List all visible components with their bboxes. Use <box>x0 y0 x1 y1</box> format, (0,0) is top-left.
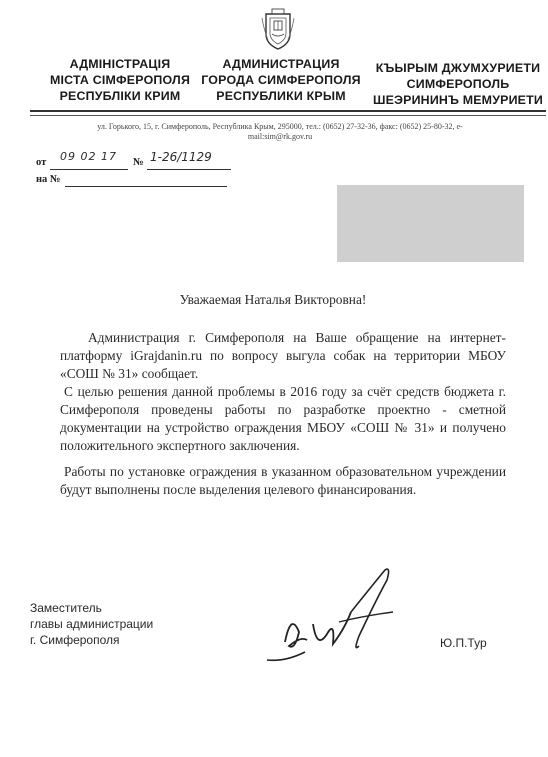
position-line2: главы администрации <box>30 617 154 631</box>
address-line1: ул. Горького, 15, г. Симферополь, Республика Крым, 295000, тел.: (0652) 27-32-36, факс: (0652) 25-80-32, e- <box>97 122 463 131</box>
reference-underline <box>65 186 227 187</box>
reference-label: на № <box>36 174 61 185</box>
date-label: от <box>36 157 47 168</box>
number-label: № <box>133 157 144 168</box>
header-crimean-tatar <box>372 60 544 108</box>
header-crh-line2: СИМФЕРОПОЛЬ <box>406 77 510 91</box>
handwritten-signature <box>255 562 415 672</box>
coat-of-arms-icon <box>258 8 298 52</box>
header-rule <box>30 110 546 112</box>
date-underline <box>50 169 128 170</box>
header-rus-line1: АДМИНИСТРАЦИЯ <box>222 57 340 71</box>
header-rus-line3: РЕСПУБЛИКИ КРЫМ <box>216 89 346 103</box>
paragraph-3: Работы по установке ограждения в указанном образовательном учреждении будут выполнены после выделения целевого финансирования. <box>60 464 506 497</box>
paragraph-1: Администрация г. Симферополя на Ваше обращение на интернет-платформу iGrajdanin.ru по вопросу выгула собак на территории МБОУ «СОШ № 31» сообщает. <box>60 330 506 381</box>
number-underline <box>147 169 231 170</box>
header-ukr-line2: МІСТА СІМФЕРОПОЛЯ <box>49 73 191 87</box>
header-ukr-line1: АДМІНІСТРАЦІЯ <box>69 57 171 71</box>
number-value: 1-26/1129 <box>150 150 212 164</box>
date-value: 09 02 17 <box>60 150 117 163</box>
signatory-name: Ю.П.Тур <box>440 636 487 650</box>
header-ukr-line3: РЕСПУБЛІКИ КРИМ <box>59 89 181 103</box>
header-crh-line1: КЪЫРЫМ ДЖУМХУРИЕТИ <box>375 61 541 75</box>
salutation: Уважаемая Наталья Викторовна! <box>179 292 367 307</box>
position-line3: г. Симферополя <box>30 633 120 647</box>
paragraph-2: С целью решения данной проблемы в 2016 году за счёт средств бюджета г. Симферополя проведены работы по разработке проектно - сметной документации на устройство ограждения МБОУ «СОШ № 31» и получено положительного экспертного заключения. <box>60 384 506 453</box>
header-russian <box>195 56 367 104</box>
header-rule-thin <box>30 115 546 116</box>
header-rus-line2: ГОРОДА СИМФЕРОПОЛЯ <box>201 73 361 87</box>
address-line2: mail:sim@rk.gov.ru <box>247 132 313 141</box>
header-crh-line3: ШЕЭРИНИНЪ МЕМУРИЕТИ <box>372 93 544 107</box>
address-block <box>40 122 520 142</box>
redacted-recipient <box>337 185 524 262</box>
position-line1: Заместитель <box>30 601 102 615</box>
signatory-position <box>30 600 153 648</box>
header-ukrainian <box>30 56 210 104</box>
